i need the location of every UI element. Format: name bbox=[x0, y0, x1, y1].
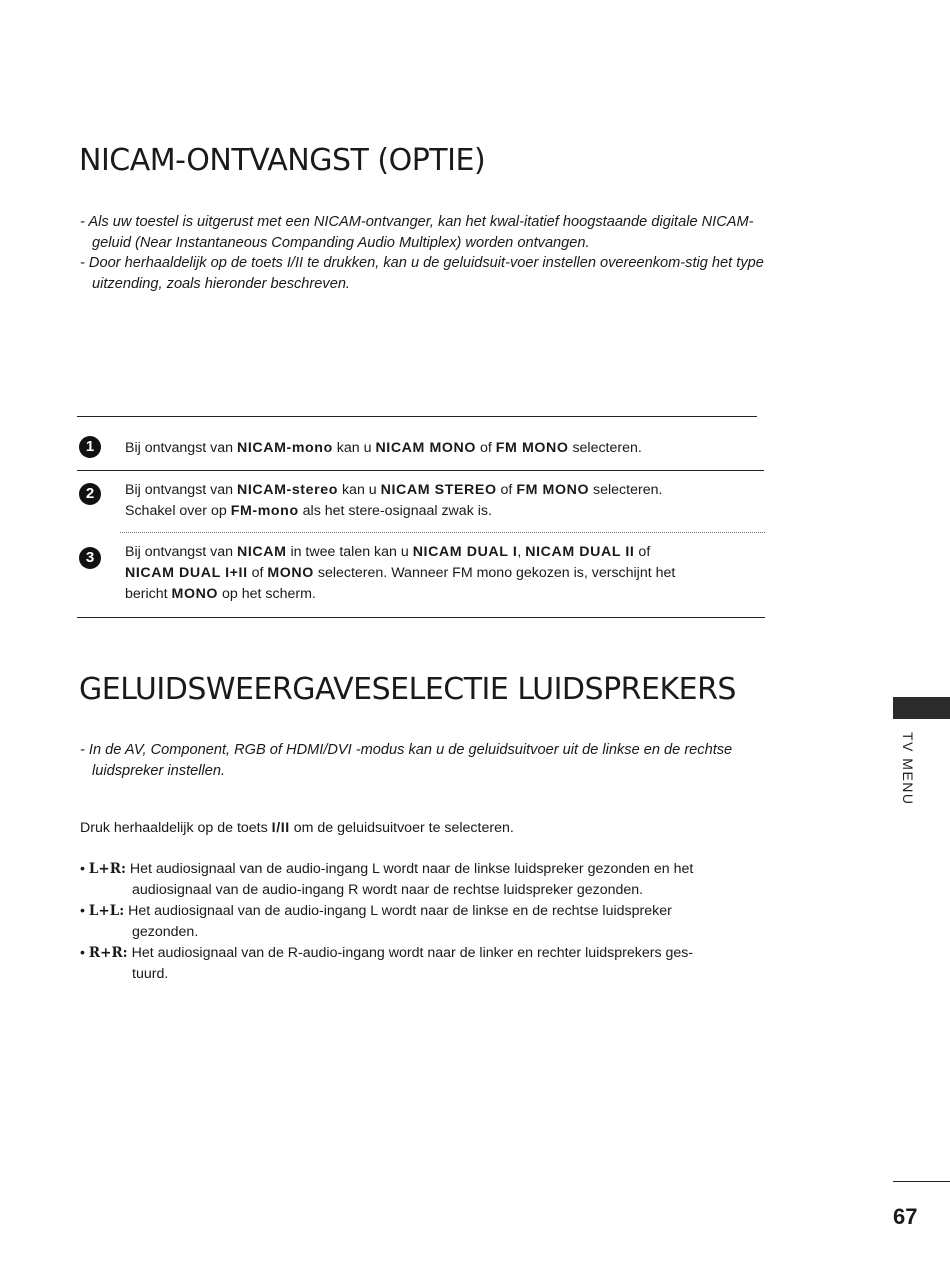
side-tab-marker bbox=[893, 697, 950, 719]
section-title-speakers: GELUIDSWEERGAVESELECTIE LUIDSPREKERS bbox=[79, 672, 736, 707]
step-number-badge: 3 bbox=[79, 547, 101, 569]
intro-paragraph: - In de AV, Component, RGB of HDMI/DVI -modus kan u de geluidsuitvoer uit de linkse en de rechtse luidspreker instellen. bbox=[80, 742, 733, 779]
page-number-rule bbox=[893, 1181, 950, 1182]
list-item: • R+R: Het audiosignaal van de R-audio-ingang wordt naar de linker en rechter luidsprekers ges- tuurd. bbox=[80, 945, 694, 982]
side-tab-label: TV MENU bbox=[900, 732, 916, 806]
step-2-text: Bij ontvangst van NICAM-stereo kan u NICAM STEREO of FM MONO selecteren. Schakel over op FM-mono als het stere-osignaal zwak is. bbox=[125, 482, 663, 519]
nicam-intro bbox=[80, 212, 770, 294]
intro-paragraph: - Door herhaaldelijk op de toets I/II te drukken, kan u de geluidsuit-voer instellen overeenkom-stig het type uitzending, zoals hieronder beschreven. bbox=[80, 255, 764, 292]
table-bottom-rule bbox=[77, 617, 765, 618]
table-top-rule bbox=[77, 416, 757, 417]
step-number-badge: 2 bbox=[79, 483, 101, 505]
page-number: 67 bbox=[893, 1204, 918, 1229]
step-3-text: Bij ontvangst van NICAM in twee talen kan u NICAM DUAL I, NICAM DUAL II of NICAM DUAL I+II of MONO selecteren. Wanneer FM mono gekozen is, verschijnt het bericht MONO op het scherm. bbox=[125, 544, 676, 602]
speakers-intro bbox=[80, 740, 770, 781]
step-1-text: Bij ontvangst van NICAM-mono kan u NICAM MONO of FM MONO selecteren. bbox=[125, 440, 642, 456]
step-number-badge: 1 bbox=[79, 436, 101, 458]
intro-paragraph: - Als uw toestel is uitgerust met een NICAM-ontvanger, kan het kwal-itatief hoogstaande digitale NICAM-geluid (Near Instantaneous Companding Audio Multiplex) worden ontvangen. bbox=[80, 214, 754, 251]
step-dotted-divider bbox=[120, 532, 765, 533]
step-divider bbox=[77, 470, 764, 471]
list-item: • L+L: Het audiosignaal van de audio-ingang L wordt naar de linkse en de rechtse luidspreker gezonden. bbox=[80, 903, 672, 940]
instruction-text: Druk herhaaldelijk op de toets I/II om de geluidsuitvoer te selecteren. bbox=[80, 820, 514, 836]
list-item: • L+R: Het audiosignaal van de audio-ingang L wordt naar de linkse luidspreker gezonden en het audiosignaal van de audio-ingang R wordt naar de rechtse luidspreker gezonden. bbox=[80, 861, 694, 898]
section-title-nicam: NICAM-ONTVANGST (OPTIE) bbox=[79, 143, 486, 178]
